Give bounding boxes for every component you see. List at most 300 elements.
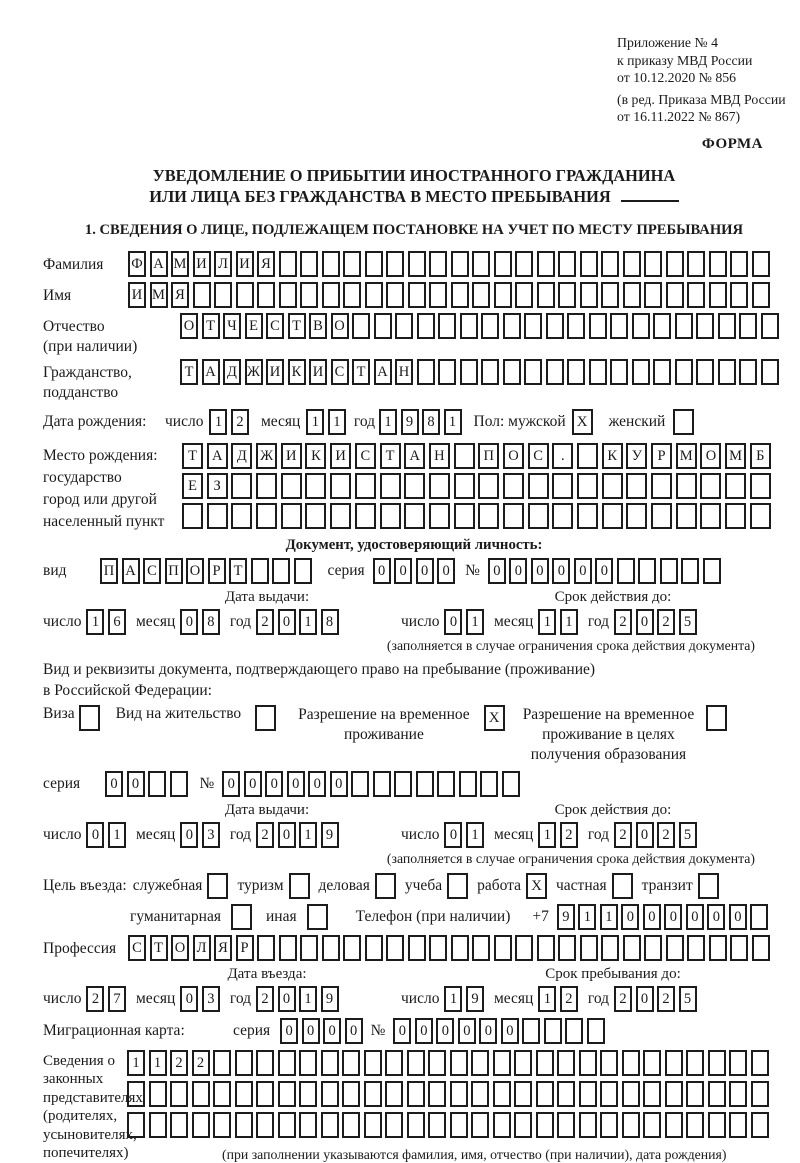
char-cell[interactable]: 0 <box>636 986 654 1012</box>
char-cell[interactable] <box>665 1081 683 1107</box>
char-cell[interactable]: 8 <box>321 609 339 635</box>
char-cell[interactable]: С <box>528 443 549 469</box>
char-cell[interactable] <box>751 1112 769 1138</box>
char-cell[interactable] <box>503 359 521 385</box>
char-cell[interactable] <box>236 282 254 308</box>
char-cell[interactable] <box>408 282 426 308</box>
char-cell[interactable] <box>235 1112 253 1138</box>
char-cell[interactable] <box>708 1112 726 1138</box>
char-cell[interactable] <box>565 1018 583 1044</box>
char-cell[interactable] <box>170 1112 188 1138</box>
char-cell[interactable] <box>460 313 478 339</box>
char-cell[interactable] <box>193 282 211 308</box>
char-cell[interactable] <box>730 282 748 308</box>
char-cell[interactable] <box>213 1081 231 1107</box>
char-cell[interactable] <box>364 1081 382 1107</box>
char-cell[interactable] <box>623 251 641 277</box>
char-cell[interactable]: 1 <box>538 986 556 1012</box>
char-cell[interactable] <box>278 1112 296 1138</box>
char-cell[interactable] <box>666 251 684 277</box>
char-cell[interactable]: И <box>309 359 327 385</box>
char-cell[interactable]: Т <box>182 443 203 469</box>
char-cell[interactable]: И <box>236 251 254 277</box>
char-cell[interactable] <box>278 1081 296 1107</box>
char-cell[interactable]: 2 <box>256 822 274 848</box>
char-cell[interactable] <box>546 313 564 339</box>
char-cell[interactable]: 2 <box>560 986 578 1012</box>
char-cell[interactable]: 9 <box>321 986 339 1012</box>
char-cell[interactable] <box>665 1050 683 1076</box>
char-cell[interactable]: С <box>331 359 349 385</box>
char-cell[interactable]: 1 <box>560 609 578 635</box>
male-checkbox[interactable]: X <box>572 409 593 435</box>
char-cell[interactable] <box>460 359 478 385</box>
char-cell[interactable] <box>587 1018 605 1044</box>
char-cell[interactable] <box>761 313 779 339</box>
char-cell[interactable]: Т <box>202 313 220 339</box>
char-cell[interactable] <box>622 1081 640 1107</box>
char-cell[interactable] <box>170 771 188 797</box>
char-cell[interactable]: 9 <box>557 904 575 930</box>
purpose-official-checkbox[interactable] <box>207 873 228 899</box>
char-cell[interactable] <box>417 313 435 339</box>
char-cell[interactable] <box>687 282 705 308</box>
char-cell[interactable] <box>503 473 524 499</box>
char-cell[interactable]: К <box>602 443 623 469</box>
char-cell[interactable] <box>170 1081 188 1107</box>
char-cell[interactable] <box>408 935 426 961</box>
char-cell[interactable]: Р <box>651 443 672 469</box>
char-cell[interactable] <box>653 313 671 339</box>
char-cell[interactable] <box>703 558 721 584</box>
char-cell[interactable]: 5 <box>679 986 697 1012</box>
char-cell[interactable] <box>739 359 757 385</box>
purpose-humanitarian-checkbox[interactable] <box>231 904 252 930</box>
char-cell[interactable] <box>617 558 635 584</box>
char-cell[interactable]: 1 <box>578 904 596 930</box>
char-cell[interactable] <box>644 251 662 277</box>
char-cell[interactable] <box>207 503 228 529</box>
char-cell[interactable]: 0 <box>488 558 506 584</box>
char-cell[interactable] <box>305 503 326 529</box>
char-cell[interactable] <box>494 282 512 308</box>
char-cell[interactable] <box>676 473 697 499</box>
char-cell[interactable] <box>450 1112 468 1138</box>
char-cell[interactable]: 1 <box>538 822 556 848</box>
temp-residence-checkbox[interactable]: X <box>484 705 505 731</box>
char-cell[interactable] <box>522 1018 540 1044</box>
char-cell[interactable] <box>279 251 297 277</box>
char-cell[interactable]: П <box>100 558 118 584</box>
char-cell[interactable] <box>537 251 555 277</box>
purpose-work-checkbox[interactable]: X <box>526 873 547 899</box>
char-cell[interactable]: 2 <box>657 986 675 1012</box>
char-cell[interactable]: 8 <box>422 409 440 435</box>
char-cell[interactable]: 1 <box>538 609 556 635</box>
char-cell[interactable] <box>438 359 456 385</box>
char-cell[interactable] <box>386 251 404 277</box>
char-cell[interactable] <box>454 503 475 529</box>
char-cell[interactable] <box>626 473 647 499</box>
char-cell[interactable]: 0 <box>330 771 348 797</box>
char-cell[interactable]: И <box>193 251 211 277</box>
temp-residence-edu-checkbox[interactable] <box>706 705 727 731</box>
char-cell[interactable] <box>644 282 662 308</box>
char-cell[interactable]: 1 <box>299 986 317 1012</box>
char-cell[interactable] <box>528 503 549 529</box>
char-cell[interactable]: 0 <box>664 904 682 930</box>
char-cell[interactable]: Ж <box>245 359 263 385</box>
char-cell[interactable]: 0 <box>531 558 549 584</box>
char-cell[interactable]: Л <box>214 251 232 277</box>
char-cell[interactable]: 0 <box>373 558 391 584</box>
char-cell[interactable] <box>750 904 768 930</box>
char-cell[interactable] <box>127 1081 145 1107</box>
char-cell[interactable]: 1 <box>127 1050 145 1076</box>
char-cell[interactable] <box>557 1050 575 1076</box>
char-cell[interactable] <box>536 1081 554 1107</box>
char-cell[interactable] <box>343 282 361 308</box>
char-cell[interactable] <box>365 935 383 961</box>
char-cell[interactable] <box>343 935 361 961</box>
char-cell[interactable]: 2 <box>231 409 249 435</box>
char-cell[interactable] <box>235 1081 253 1107</box>
char-cell[interactable] <box>750 473 771 499</box>
char-cell[interactable] <box>558 251 576 277</box>
char-cell[interactable]: О <box>171 935 189 961</box>
char-cell[interactable]: 5 <box>679 822 697 848</box>
char-cell[interactable]: 0 <box>444 822 462 848</box>
char-cell[interactable] <box>395 313 413 339</box>
char-cell[interactable]: 0 <box>686 904 704 930</box>
char-cell[interactable]: Я <box>171 282 189 308</box>
char-cell[interactable]: Е <box>245 313 263 339</box>
char-cell[interactable]: 0 <box>574 558 592 584</box>
char-cell[interactable]: 2 <box>256 986 274 1012</box>
char-cell[interactable]: 1 <box>328 409 346 435</box>
char-cell[interactable] <box>386 282 404 308</box>
char-cell[interactable] <box>472 282 490 308</box>
char-cell[interactable]: 0 <box>437 558 455 584</box>
char-cell[interactable] <box>231 473 252 499</box>
char-cell[interactable] <box>626 503 647 529</box>
char-cell[interactable] <box>686 1081 704 1107</box>
char-cell[interactable] <box>730 935 748 961</box>
char-cell[interactable]: 2 <box>256 609 274 635</box>
char-cell[interactable]: К <box>288 359 306 385</box>
char-cell[interactable] <box>580 935 598 961</box>
char-cell[interactable]: О <box>503 443 524 469</box>
char-cell[interactable] <box>294 558 312 584</box>
char-cell[interactable] <box>300 935 318 961</box>
char-cell[interactable]: Р <box>236 935 254 961</box>
char-cell[interactable] <box>272 558 290 584</box>
char-cell[interactable]: 0 <box>278 609 296 635</box>
char-cell[interactable]: С <box>128 935 146 961</box>
char-cell[interactable]: 0 <box>180 986 198 1012</box>
char-cell[interactable] <box>725 473 746 499</box>
char-cell[interactable] <box>355 473 376 499</box>
char-cell[interactable] <box>213 1112 231 1138</box>
char-cell[interactable] <box>558 935 576 961</box>
char-cell[interactable]: 0 <box>416 558 434 584</box>
char-cell[interactable] <box>256 1050 274 1076</box>
char-cell[interactable]: 5 <box>679 609 697 635</box>
char-cell[interactable] <box>567 313 585 339</box>
char-cell[interactable] <box>638 558 656 584</box>
char-cell[interactable]: И <box>281 443 302 469</box>
char-cell[interactable]: 1 <box>444 409 462 435</box>
char-cell[interactable] <box>416 771 434 797</box>
char-cell[interactable] <box>408 251 426 277</box>
char-cell[interactable] <box>537 935 555 961</box>
char-cell[interactable] <box>256 503 277 529</box>
char-cell[interactable] <box>580 282 598 308</box>
char-cell[interactable] <box>493 1050 511 1076</box>
char-cell[interactable]: 1 <box>108 822 126 848</box>
char-cell[interactable] <box>257 282 275 308</box>
char-cell[interactable] <box>544 1018 562 1044</box>
char-cell[interactable]: 0 <box>415 1018 433 1044</box>
purpose-tourism-checkbox[interactable] <box>289 873 310 899</box>
char-cell[interactable] <box>515 282 533 308</box>
char-cell[interactable] <box>182 503 203 529</box>
char-cell[interactable]: 2 <box>657 822 675 848</box>
char-cell[interactable] <box>577 443 598 469</box>
char-cell[interactable]: Д <box>223 359 241 385</box>
char-cell[interactable]: С <box>143 558 161 584</box>
char-cell[interactable] <box>429 935 447 961</box>
char-cell[interactable]: 1 <box>444 986 462 1012</box>
char-cell[interactable] <box>192 1112 210 1138</box>
char-cell[interactable]: 1 <box>209 409 227 435</box>
char-cell[interactable]: 0 <box>278 986 296 1012</box>
char-cell[interactable]: 0 <box>287 771 305 797</box>
char-cell[interactable] <box>696 359 714 385</box>
char-cell[interactable] <box>407 1112 425 1138</box>
char-cell[interactable] <box>451 251 469 277</box>
char-cell[interactable] <box>709 935 727 961</box>
char-cell[interactable] <box>546 359 564 385</box>
char-cell[interactable] <box>429 282 447 308</box>
char-cell[interactable] <box>602 473 623 499</box>
char-cell[interactable] <box>536 1050 554 1076</box>
char-cell[interactable] <box>600 1112 618 1138</box>
char-cell[interactable]: 3 <box>202 986 220 1012</box>
char-cell[interactable]: Т <box>229 558 247 584</box>
char-cell[interactable] <box>528 473 549 499</box>
char-cell[interactable] <box>552 503 573 529</box>
char-cell[interactable]: С <box>266 313 284 339</box>
char-cell[interactable] <box>675 313 693 339</box>
char-cell[interactable]: 2 <box>614 609 632 635</box>
char-cell[interactable] <box>700 473 721 499</box>
char-cell[interactable] <box>299 1050 317 1076</box>
char-cell[interactable]: М <box>150 282 168 308</box>
char-cell[interactable] <box>481 359 499 385</box>
char-cell[interactable]: 6 <box>108 609 126 635</box>
char-cell[interactable] <box>718 313 736 339</box>
char-cell[interactable] <box>666 282 684 308</box>
char-cell[interactable]: 0 <box>479 1018 497 1044</box>
char-cell[interactable] <box>696 313 714 339</box>
char-cell[interactable] <box>514 1081 532 1107</box>
char-cell[interactable] <box>451 935 469 961</box>
char-cell[interactable] <box>729 1112 747 1138</box>
char-cell[interactable]: Д <box>231 443 252 469</box>
visa-checkbox[interactable] <box>79 705 100 731</box>
char-cell[interactable]: Р <box>208 558 226 584</box>
char-cell[interactable]: 0 <box>501 1018 519 1044</box>
char-cell[interactable] <box>471 1112 489 1138</box>
char-cell[interactable]: М <box>725 443 746 469</box>
char-cell[interactable]: 9 <box>321 822 339 848</box>
char-cell[interactable] <box>407 1050 425 1076</box>
char-cell[interactable] <box>438 313 456 339</box>
char-cell[interactable] <box>708 1081 726 1107</box>
char-cell[interactable] <box>322 251 340 277</box>
char-cell[interactable]: О <box>186 558 204 584</box>
char-cell[interactable] <box>352 313 370 339</box>
char-cell[interactable] <box>478 473 499 499</box>
char-cell[interactable]: . <box>552 443 573 469</box>
char-cell[interactable]: Т <box>352 359 370 385</box>
char-cell[interactable] <box>623 935 641 961</box>
char-cell[interactable]: А <box>404 443 425 469</box>
char-cell[interactable]: 3 <box>202 822 220 848</box>
char-cell[interactable] <box>471 1050 489 1076</box>
char-cell[interactable]: А <box>374 359 392 385</box>
char-cell[interactable] <box>330 473 351 499</box>
char-cell[interactable]: 0 <box>323 1018 341 1044</box>
char-cell[interactable]: А <box>207 443 228 469</box>
char-cell[interactable]: 0 <box>265 771 283 797</box>
char-cell[interactable] <box>321 1050 339 1076</box>
char-cell[interactable] <box>514 1112 532 1138</box>
char-cell[interactable]: М <box>676 443 697 469</box>
char-cell[interactable] <box>503 503 524 529</box>
char-cell[interactable]: В <box>309 313 327 339</box>
char-cell[interactable] <box>281 473 302 499</box>
char-cell[interactable] <box>632 313 650 339</box>
char-cell[interactable] <box>515 935 533 961</box>
char-cell[interactable]: 0 <box>643 904 661 930</box>
char-cell[interactable]: 2 <box>560 822 578 848</box>
char-cell[interactable] <box>579 1112 597 1138</box>
char-cell[interactable] <box>752 282 770 308</box>
char-cell[interactable] <box>761 359 779 385</box>
char-cell[interactable] <box>515 251 533 277</box>
char-cell[interactable]: 1 <box>86 609 104 635</box>
char-cell[interactable] <box>192 1081 210 1107</box>
char-cell[interactable] <box>708 1050 726 1076</box>
char-cell[interactable]: 1 <box>466 609 484 635</box>
char-cell[interactable] <box>343 251 361 277</box>
char-cell[interactable] <box>751 1081 769 1107</box>
char-cell[interactable]: 1 <box>306 409 324 435</box>
char-cell[interactable] <box>643 1112 661 1138</box>
char-cell[interactable] <box>686 1112 704 1138</box>
char-cell[interactable] <box>281 503 302 529</box>
char-cell[interactable] <box>709 282 727 308</box>
char-cell[interactable] <box>478 503 499 529</box>
char-cell[interactable] <box>567 359 585 385</box>
char-cell[interactable]: Т <box>380 443 401 469</box>
char-cell[interactable] <box>643 1081 661 1107</box>
char-cell[interactable] <box>524 313 542 339</box>
char-cell[interactable] <box>321 1112 339 1138</box>
char-cell[interactable]: Т <box>288 313 306 339</box>
char-cell[interactable] <box>256 1112 274 1138</box>
char-cell[interactable] <box>687 251 705 277</box>
char-cell[interactable] <box>536 1112 554 1138</box>
char-cell[interactable] <box>330 503 351 529</box>
char-cell[interactable]: Ч <box>223 313 241 339</box>
char-cell[interactable]: У <box>626 443 647 469</box>
char-cell[interactable] <box>373 771 391 797</box>
char-cell[interactable] <box>676 503 697 529</box>
char-cell[interactable] <box>300 282 318 308</box>
purpose-transit-checkbox[interactable] <box>698 873 719 899</box>
char-cell[interactable] <box>321 1081 339 1107</box>
char-cell[interactable] <box>213 1050 231 1076</box>
char-cell[interactable] <box>380 473 401 499</box>
char-cell[interactable] <box>299 1112 317 1138</box>
char-cell[interactable] <box>374 313 392 339</box>
char-cell[interactable]: Ж <box>256 443 277 469</box>
char-cell[interactable]: Т <box>180 359 198 385</box>
char-cell[interactable] <box>589 359 607 385</box>
char-cell[interactable] <box>481 313 499 339</box>
char-cell[interactable] <box>256 1081 274 1107</box>
char-cell[interactable]: 0 <box>308 771 326 797</box>
char-cell[interactable] <box>502 771 520 797</box>
char-cell[interactable]: 2 <box>657 609 675 635</box>
char-cell[interactable] <box>601 935 619 961</box>
char-cell[interactable]: Е <box>182 473 203 499</box>
char-cell[interactable] <box>730 251 748 277</box>
char-cell[interactable] <box>127 1112 145 1138</box>
char-cell[interactable]: А <box>202 359 220 385</box>
char-cell[interactable]: 1 <box>149 1050 167 1076</box>
residence-permit-checkbox[interactable] <box>255 705 276 731</box>
char-cell[interactable] <box>589 313 607 339</box>
char-cell[interactable]: 9 <box>401 409 419 435</box>
char-cell[interactable] <box>364 1112 382 1138</box>
char-cell[interactable] <box>514 1050 532 1076</box>
char-cell[interactable] <box>601 282 619 308</box>
char-cell[interactable] <box>632 359 650 385</box>
char-cell[interactable] <box>365 282 383 308</box>
char-cell[interactable] <box>503 313 521 339</box>
char-cell[interactable] <box>577 503 598 529</box>
char-cell[interactable]: 0 <box>552 558 570 584</box>
char-cell[interactable]: 0 <box>595 558 613 584</box>
char-cell[interactable] <box>660 558 678 584</box>
char-cell[interactable] <box>665 1112 683 1138</box>
char-cell[interactable]: З <box>207 473 228 499</box>
char-cell[interactable]: 0 <box>444 609 462 635</box>
char-cell[interactable] <box>380 503 401 529</box>
char-cell[interactable] <box>601 251 619 277</box>
char-cell[interactable] <box>299 1081 317 1107</box>
female-checkbox[interactable] <box>673 409 694 435</box>
char-cell[interactable]: 0 <box>278 822 296 848</box>
char-cell[interactable] <box>600 1050 618 1076</box>
char-cell[interactable]: 0 <box>621 904 639 930</box>
char-cell[interactable] <box>524 359 542 385</box>
char-cell[interactable] <box>450 1050 468 1076</box>
